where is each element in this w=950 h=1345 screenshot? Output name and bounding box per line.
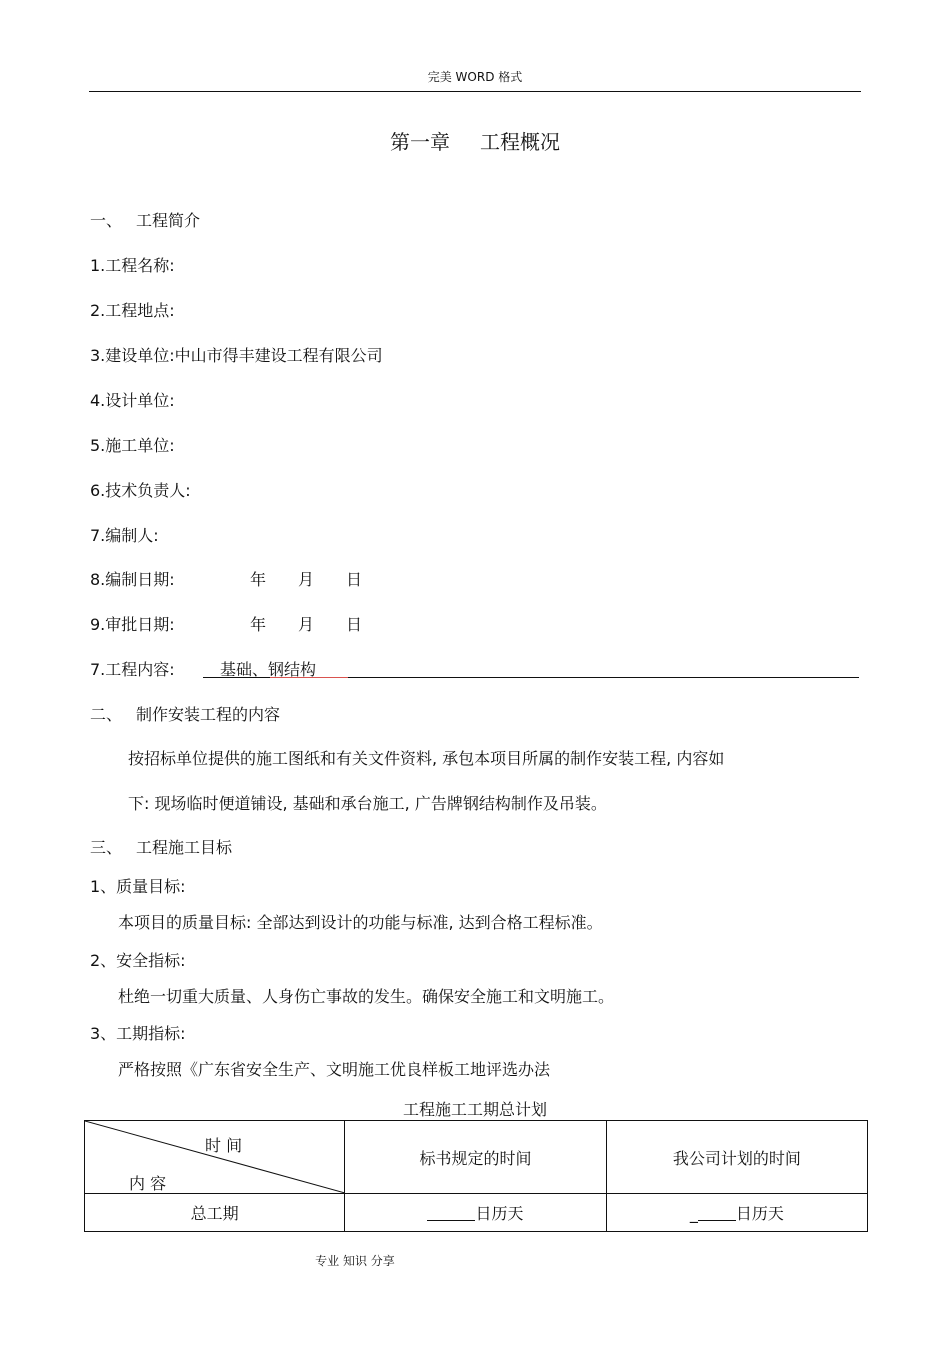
diagonal-line	[85, 1121, 345, 1193]
chapter-title	[0, 126, 950, 155]
date-year: 年	[250, 570, 267, 589]
field-label: 4.设计单位:	[90, 391, 175, 410]
goal-quality-title: 1、质量目标:	[90, 877, 186, 896]
table-header-row	[85, 1121, 868, 1194]
field-content-value: 基础、钢结构	[220, 660, 317, 679]
table-caption: 工程施工工期总计划	[402, 1100, 547, 1119]
goal-safety-title: 2、安全指标:	[90, 951, 186, 970]
field-label: 5.施工单位:	[90, 436, 175, 455]
field-owner	[90, 343, 383, 366]
field-label: 8.编制日期:	[90, 570, 175, 589]
goal-schedule-title: 3、工期指标:	[90, 1024, 186, 1043]
section-1-heading	[90, 208, 200, 231]
chapter-name: 工程概况	[480, 130, 560, 154]
field-label: 9.审批日期:	[90, 615, 175, 634]
section-title: 制作安装工程的内容	[136, 705, 281, 724]
section-number: 一、	[90, 211, 123, 230]
table-row	[85, 1194, 868, 1232]
section-2-paragraph-line-1: 按招标单位提供的施工图纸和有关文件资料, 承包本项目所属的制作安装工程, 内容如	[128, 749, 725, 768]
date-day: 日	[346, 570, 363, 589]
section-title: 工程简介	[136, 211, 201, 230]
section-2-paragraph-line-2: 下: 现场临时便道铺设, 基础和承台施工, 广告牌钢结构制作及吊装。	[128, 794, 607, 813]
field-compiler	[90, 523, 159, 546]
field-value: 中山市得丰建设工程有限公司	[174, 346, 383, 365]
field-label: 7.编制人:	[90, 526, 159, 545]
page-footer: 专业 知识 分享	[315, 1254, 395, 1268]
diag-label-content: 内 容	[129, 1174, 167, 1193]
field-label: 6.技术负责人:	[90, 481, 191, 500]
table-header-plan-time: 我公司计划的时间	[606, 1121, 867, 1194]
date-month: 月	[298, 570, 315, 589]
schedule-table	[84, 1120, 868, 1232]
diag-label-time: 时 间	[205, 1136, 243, 1155]
duration-unit: 日历天	[475, 1204, 524, 1223]
field-content-label: 7.工程内容:	[90, 660, 175, 679]
page-header: 完美 WORD 格式	[427, 70, 523, 84]
table-header-tender-time: 标书规定的时间	[345, 1121, 606, 1194]
field-label: 3.建设单位:	[90, 346, 175, 365]
goal-quality-text: 本项目的质量目标: 全部达到设计的功能与标准, 达到合格工程标准。	[118, 913, 603, 932]
blank-underline	[427, 1204, 475, 1221]
spellcheck-underline	[270, 677, 348, 678]
duration-unit: 日历天	[735, 1204, 784, 1223]
field-label: 1.工程名称:	[90, 256, 175, 275]
plan-duration-cell	[606, 1194, 867, 1232]
tender-duration-cell	[345, 1194, 606, 1232]
section-3-heading	[90, 835, 232, 858]
header-rule	[89, 91, 861, 92]
chapter-number: 第一章	[390, 130, 450, 154]
section-number: 二、	[90, 705, 123, 724]
field-compile-date	[90, 567, 362, 590]
date-month: 月	[298, 615, 315, 634]
section-title: 工程施工目标	[136, 838, 233, 857]
field-project-location	[90, 298, 175, 321]
goal-safety-text: 杜绝一切重大质量、人身伤亡事故的发生。确保安全施工和文明施工。	[118, 987, 615, 1006]
goal-schedule-text: 严格按照《广东省安全生产、文明施工优良样板工地评选办法	[118, 1060, 551, 1079]
field-designer	[90, 388, 175, 411]
field-project-name	[90, 253, 175, 276]
row-label: 总工期	[85, 1194, 345, 1232]
diagonal-header-cell	[85, 1121, 345, 1194]
section-2-heading	[90, 702, 280, 725]
blank-underline	[698, 1204, 736, 1221]
section-number: 三、	[90, 838, 123, 857]
field-approve-date	[90, 612, 362, 635]
field-label: 2.工程地点:	[90, 301, 175, 320]
blank-prefix: _	[689, 1204, 698, 1223]
field-contractor	[90, 433, 175, 456]
date-year: 年	[250, 615, 267, 634]
date-day: 日	[346, 615, 363, 634]
field-tech-lead	[90, 478, 191, 501]
